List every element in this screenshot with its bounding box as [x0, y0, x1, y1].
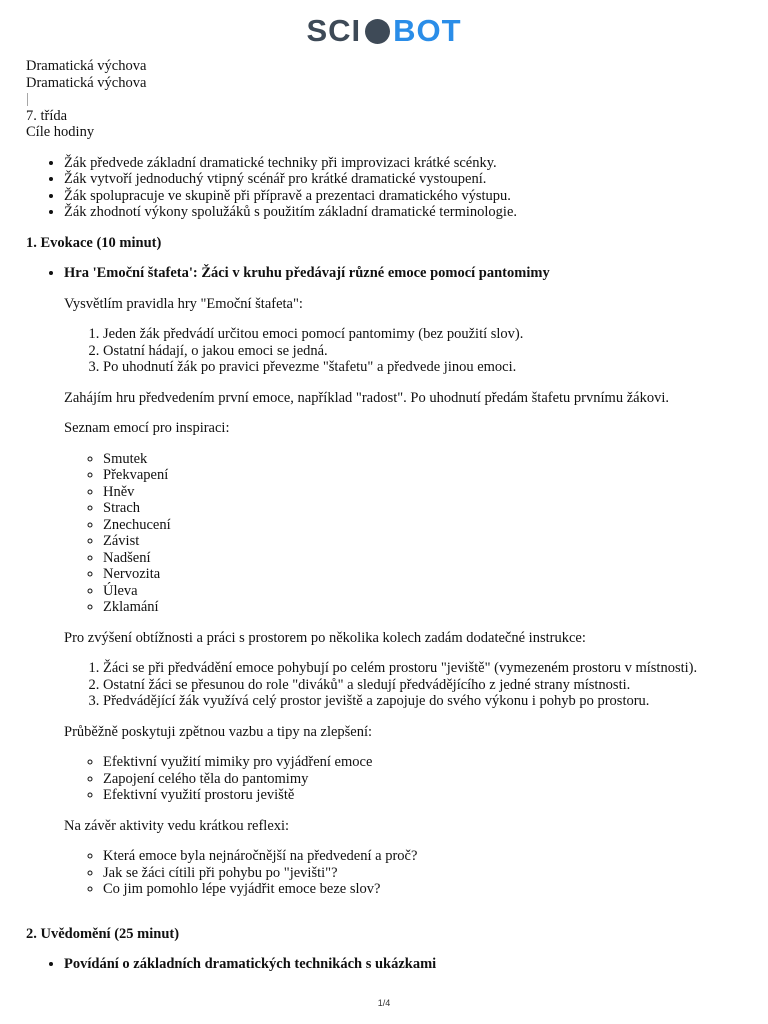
activity-title: • Povídání o základních dramatických technikách s ukázkami: [64, 956, 746, 973]
section-1-activity-list: [64, 265, 746, 282]
feedback-list: [103, 754, 746, 804]
activity-title: • Hra 'Emoční štafeta': Žáci v kruhu předávají různé emoce pomocí pantomimy: [64, 265, 746, 282]
feedback-item: ◦ Zapojení celého těla do pantomimy: [103, 771, 746, 788]
subject-title: Dramatická výchova: [26, 58, 147, 74]
sciobot-logo: [0, 12, 768, 48]
page-number: 1/4: [377, 998, 391, 1008]
feedback-item: ◦ Efektivní využití prostoru jeviště: [103, 787, 746, 804]
separator: |: [26, 91, 29, 107]
logo-text-sci: SCI: [306, 12, 362, 48]
emotion-item: ◦ Překvapení: [103, 467, 746, 484]
goal-item: • Žák zhodnotí výkony spolužáků s použitím základní dramatické terminologie.: [64, 204, 746, 221]
start-instructions: Zahájím hru předvedením první emoce, například "radost". Po uhodnutí předám štafetu prvnímu žákovi.: [64, 389, 669, 406]
document-content: [26, 58, 746, 973]
emotion-item: ◦ Smutek: [103, 451, 746, 468]
section-2-activity-list: [64, 956, 746, 973]
goal-item: • Žák spolupracuje ve skupině při přípravě a prezentaci dramatického výstupu.: [64, 188, 746, 205]
emotion-item: ◦ Nadšení: [103, 550, 746, 567]
goals-list: [64, 155, 746, 221]
extra-instruction-item: 1. Žáci se při předvádění emoce pohybují po celém prostoru "jeviště" (vymezeném prostoru v místnosti).: [103, 660, 746, 677]
emotion-item: ◦ Hněv: [103, 484, 746, 501]
logo-dot-icon: [365, 19, 390, 44]
rule-item: 1. Jeden žák předvádí určitou emoci pomocí pantomimy (bez použití slov).: [103, 326, 746, 343]
reflection-list: [103, 848, 746, 898]
emotion-item: ◦ Závist: [103, 533, 746, 550]
grade-label: 7. třída: [26, 107, 68, 124]
reflection-question: ◦ Která emoce byla nejnáročnější na předvedení a proč?: [103, 848, 746, 865]
emotion-item: ◦ Úleva: [103, 583, 746, 600]
extra-instructions-list: [103, 660, 746, 710]
reflection-question: ◦ Jak se žáci cítili při pohybu po "jevišti"?: [103, 865, 746, 882]
goals-heading: Cíle hodiny: [26, 124, 95, 140]
rule-item: 3. Po uhodnutí žák po pravici převezme "štafetu" a předvede jinou emoci.: [103, 359, 746, 376]
subject-subtitle: Dramatická výchova: [26, 74, 147, 91]
feedback-item: ◦ Efektivní využití mimiky pro vyjádření emoce: [103, 754, 746, 771]
emotion-item: ◦ Zklamání: [103, 599, 746, 616]
emotion-item: ◦ Znechucení: [103, 517, 746, 534]
section-2-heading: 2. Uvědomění (25 minut): [26, 925, 180, 942]
extra-instruction-item: 2. Ostatní žáci se přesunou do role "diváků" a sledují předvádějícího z jedné strany místnosti.: [103, 677, 746, 694]
emotions-list: [103, 451, 746, 616]
reflection-question: ◦ Co jim pomohlo lépe vyjádřit emoce beze slov?: [103, 881, 746, 898]
feedback-intro: Průběžně poskytuji zpětnou vazbu a tipy na zlepšení:: [64, 723, 373, 740]
goal-item: • Žák vytvoří jednoduchý vtipný scénář pro krátké dramatické vystoupení.: [64, 171, 746, 188]
emotions-intro: Seznam emocí pro inspiraci:: [64, 420, 230, 436]
rules-intro: Vysvětlím pravidla hry "Emoční štafeta":: [64, 295, 303, 312]
rules-list: [103, 326, 746, 376]
section-1-heading: 1. Evokace (10 minut): [26, 234, 162, 251]
reflection-intro: Na závěr aktivity vedu krátkou reflexi:: [64, 817, 290, 834]
emotion-item: ◦ Nervozita: [103, 566, 746, 583]
extra-instruction-item: 3. Předvádějící žák využívá celý prostor jeviště a zapojuje do svého výkonu i pohyb po prostoru.: [103, 693, 746, 710]
goal-item: • Žák předvede základní dramatické techniky při improvizaci krátké scénky.: [64, 155, 746, 172]
logo-text-bot: BOT: [393, 12, 462, 48]
emotion-item: ◦ Strach: [103, 500, 746, 517]
rule-item: 2. Ostatní hádají, o jakou emoci se jedná.: [103, 343, 746, 360]
extra-instructions-intro: Pro zvýšení obtížnosti a práci s prostorem po několika kolech zadám dodatečné instrukce:: [64, 629, 586, 646]
